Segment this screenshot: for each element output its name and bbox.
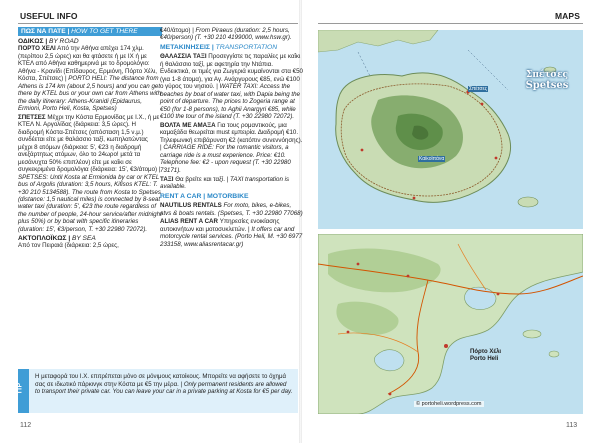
spetses-map-graphic bbox=[318, 30, 583, 229]
porto-heli-label-gr: Πόρτο Χέλι bbox=[470, 349, 502, 355]
taxi-en-name: TAXI bbox=[230, 175, 244, 183]
tip-badge-label: TIP bbox=[16, 382, 24, 395]
alias-name: ALIAS RENT A CAR bbox=[160, 218, 218, 226]
map-label-village: Καϊκοϊπάνα bbox=[419, 156, 445, 162]
spetses-name: ΣΠΕΤΣΕΣ bbox=[18, 114, 46, 122]
porto-heli-map-graphic bbox=[318, 234, 583, 414]
section-title-bar: ΠΩΣ ΝΑ ΠΑΤΕ | HOW TO GET THERE bbox=[18, 27, 162, 36]
alias-en-text: It offers car and motorcycle rental services. (Porto Heli, M. +30 6977 233158, www.aliasrentacar.gr) bbox=[160, 225, 303, 248]
spetses-en-name: SPETSES: bbox=[18, 173, 49, 181]
sea-heading-en: BY SEA bbox=[72, 234, 96, 242]
spetses-map-title-gr: Σπέτσες bbox=[525, 70, 569, 80]
tip-text-gr: Η μεταφορά του Ι.Χ. επιτρέπεται μόνο σε μόνιμους κατοίκους. Μπορείτε να αφήσετε το όχημά σας σε ιδιωτικό πάρκινγκ στην Κόστα με €5 την μέρα. bbox=[35, 373, 286, 388]
porto-heli-map bbox=[318, 234, 583, 414]
text-column-1 bbox=[18, 27, 162, 251]
carriage-paragraph: ΒΟΛΤΑ ΜΕ ΑΜΑΞΑ Για τους ρομαντικούς, μια καμαξάδα θεωρείται must εμπειρία. Διαδρομή €10. Τηλεφωνική επιβάρυνση €2 (κατόπιν συνεννόησης). | CARRIAGE RIDE: For the romantic visitors, a carriage ride is a must experience. Price: €10. Telephone fee: €2 - upon request (T. +30 22980 73171). bbox=[160, 121, 303, 174]
tip-badge bbox=[18, 369, 29, 413]
map-credit: © portoheli.wordpress.com bbox=[416, 401, 482, 407]
tip-text: Η μεταφορά του Ι.Χ. επιτρέπεται μόνο σε μόνιμους κατοίκους. Μπορείτε να αφήσετε το όχημά σας σε ιδιωτικό πάρκινγκ στην Κόστα με €5 την μέρα. | Only permanent residents are allowed to transport their private car. You can leave your car in a private parking at Kosta for €5 per day. bbox=[35, 373, 293, 396]
carriage-name: ΒΟΛΤΑ ΜΕ ΑΜΑΞΑ bbox=[160, 121, 216, 129]
rent-heading-gr: RENT A CAR bbox=[160, 193, 202, 201]
water-taxi-text: Προσεγγίστε τις παραλίες με καΐκι ή θαλάσσιο ταξί, με αφετηρία την Ντάπια. Ενδεικτικά, οι τιμές για Ζωγεριά κυμαίνονται στα €50 (για 1-8 άτομα), για Αγ. Ανάργυρους €85, ενώ €100 ο γύρος του νησιού. bbox=[160, 53, 303, 91]
header-rule-left bbox=[18, 23, 298, 24]
porto-heli-text: Από την Αθήνα απέχει 174 χλμ. (περίπου 2,5 ώρες) και θα φτάσετε ή με ΙΧ ή με ΚΤΕΛ από Αθήνα καθημερινά με το δρομολόγιο: Αθήνα - Κρανίδι (Επίδαυρος, Ερμιόνη, Πόρτο Χέλι, Κόστα, Σπέτσες) bbox=[18, 45, 157, 83]
page-number-right: 113 bbox=[566, 422, 578, 429]
spetses-map bbox=[318, 30, 583, 229]
porto-heli-en-text: The distance from Athens is 174 km (about 2,5 hours) and you can get there by KTEL bus or your own car from Athens with the daily itinerary: Athens-Kranidi (Epidaurus, Ermioni, Porto Heli, Kosta, Spetses) bbox=[18, 75, 162, 113]
taxi-name: ΤΑΞΙ bbox=[160, 175, 174, 183]
nautilus-paragraph bbox=[160, 202, 304, 217]
transport-heading-en: TRANSPORTATION bbox=[215, 44, 278, 52]
carriage-text: Για τους ρομαντικούς, μια καμαξάδα θεωρείται must εμπειρία. Διαδρομή €10. Τηλεφωνική επιβάρυνση €2 (κατόπιν συνεννόησης). bbox=[160, 121, 303, 144]
spetses-paragraph: ΣΠΕΤΣΕΣ Μέχρι την Κόστα Ερμιονίδας με Ι.Χ., ή με ΚΤΕΛ Ν. Αργολίδας (διάρκεια: 3,5 ώρες). Η διαδρομή Κόστα-Σπέτσες (απόσταση 1,5 ν.μ.) συνδέεται είτε με θαλάσσιο ταξί, κωπηλατώντας μέχρι 8 ατόμων (διάρκεια: 5', €23 η διαδρομή ανεξάρτητως ατόμων, όλο το 24ωρο! μετά τα μεσάνυχτα 50% επιπλέον) είτε με καΐκι σε συγκεκριμένα δρομολόγια (διάρκεια: 15', €3/άτομο) | SPETSES: Until Kosta at Ermionida by car or KTEL bus of Argolis (duration: 3,5 hours, Kifisos KTEL: T. +30 210 5134588). The route from Kosta to Spetses (distance: 1,5 nautical miles) is connected by 8-seat water taxi (duration: 5', €23 the route regardless of the number of people, 24-hour service/after midnight plus 50%) or by boat with specific itineraries (duration: 15', €3/person, T. +30 22980 72072). bbox=[18, 114, 162, 233]
water-taxi-paragraph: ΘΑΛΑΣΣΙΑ ΤΑΞΙ Προσεγγίστε τις παραλίες με καΐκι ή θαλάσσιο ταξί, με αφετηρία την Ντάπια. Ενδεικτικά, οι τιμές για Ζωγεριά κυμαίνονται στα €50 (για 1-8 άτομα), για Αγ. Ανάργυρους €85, ενώ €100 ο γύρος του νησιού. | WATER TAXI: Access the beaches by boat of water taxi, with Dapia being the point of departure. The prices to Zogeria range at €50 (for 1-8 persons), to Aghii Anargyri €85, while €100 the tour of the island (T. +30 22980 72072). bbox=[160, 53, 303, 121]
transport-heading: ΜΕΤΑΚΙΝΗΣΕΙΣ | TRANSPORTATION bbox=[160, 44, 278, 52]
taxi-text: Θα βρείτε και ταξί. bbox=[175, 175, 225, 183]
alias-paragraph: ALIAS RENT A CAR Υπηρεσίες ενοικίασης αυτοκινήτων και μοτοσυκλετών. | It offers car and motorcycle rental services. (Porto Heli, M. +30 6977 233158, www.aliasrentacar.gr) bbox=[160, 218, 303, 248]
section-header-left: USEFUL INFO bbox=[20, 11, 78, 21]
header-rule-right bbox=[318, 23, 583, 24]
map-label-spetses-town: Σπέτσες bbox=[469, 86, 488, 92]
section-title-gr: ΠΩΣ ΝΑ ΠΑΤΕ bbox=[21, 28, 66, 35]
porto-heli-label-en: Porto Heli bbox=[470, 356, 499, 362]
page-number-left: 112 bbox=[20, 422, 32, 429]
road-heading: ΟΔΙΚΩΣ | BY ROAD bbox=[18, 38, 79, 45]
nautilus-text: For moto, bikes, e-bikes, atvs & boats rentals. (Spetses, T. +30 22980 77068) bbox=[160, 202, 303, 217]
porto-heli-paragraph: ΠΟΡΤΟ ΧΕΛΙ Από την Αθήνα απέχει 174 χλμ. (περίπου 2,5 ώρες) και θα φτάσετε ή με ΙΧ ή με ΚΤΕΛ από Αθήνα καθημερινά με το δρομολόγιο: Αθήνα - Κρανίδι (Επίδαυρος, Ερμιόνη, Πόρτο Χέλι, Κόστα, Σπέτσες) | PORTO HELI: The distance from Athens is 174 km (about 2,5 hours) and you can get there by KTEL bus or your own car from Athens with the daily itinerary: Athens-Kranidi (Epidaurus, Ermioni, Porto Heli, Kosta, Spetses) bbox=[18, 45, 162, 113]
section-title-en: HOW TO GET THERE bbox=[71, 28, 138, 35]
text-column-2 bbox=[160, 27, 304, 250]
taxi-en-text: transportation is available. bbox=[160, 175, 290, 191]
water-taxi-name: ΘΑΛΑΣΣΙΑ ΤΑΞΙ bbox=[160, 53, 207, 61]
water-taxi-en-text: Access the beaches by boat of water taxi, with Dapia being the point of departure. The prices to Zogeria range at €50 (for 1-8 persons), to Aghii Anargyri €85, while €100 the tour of the island (T. +30 22980 72072). bbox=[160, 83, 300, 121]
sea-heading-gr: ΑΚΤΟΠΛΟΪΚΩΣ bbox=[18, 234, 67, 242]
sea-cont-gr: €40/άτομο) bbox=[160, 27, 191, 34]
carriage-en-name: CARRIAGE RIDE: bbox=[163, 144, 214, 152]
road-heading-en: BY ROAD bbox=[49, 38, 79, 45]
road-heading-gr: ΟΔΙΚΩΣ bbox=[18, 38, 44, 45]
tip-box bbox=[18, 369, 298, 413]
alias-text: Υπηρεσίες ενοικίασης αυτοκινήτων και μοτοσυκλετών. bbox=[160, 218, 280, 233]
sea-cont-en: From Piraeus (duration: 2,5 hours, €40/person) (T. +30 210 4199000, www.hsw.gr). bbox=[160, 27, 292, 42]
spetses-en-text: Until Kosta at Ermionida by car or KTEL bus of Argolis (duration: 3,5 hours, Kifisos KTEL: T. +30 210 5134588). The route from Kosta to Spetses (distance: 1,5 nautical miles) is connected by 8-seat water taxi (duration: 5', €23 the route regardless of the number of people, 24-hour service/after midnight plus 50%) or by boat with specific itineraries (duration: 15', €3/person, T. +30 22980 72072). bbox=[18, 173, 162, 233]
spetses-map-title-en: Spetses bbox=[525, 80, 569, 91]
transport-heading-gr: ΜΕΤΑΚΙΝΗΣΕΙΣ bbox=[160, 44, 210, 52]
rent-heading-en: MOTORBIKE bbox=[207, 193, 249, 201]
section-header-right: MAPS bbox=[555, 11, 580, 21]
taxi-paragraph: ΤΑΞΙ Θα βρείτε και ταξί. | TAXI transportation is available. bbox=[160, 175, 290, 191]
nautilus-name: NAUTILUS RENTALS bbox=[160, 202, 222, 210]
tip-text-en: Only permanent residents are allowed to transport their private car. You can leave your car in a private parking at Kosta for €5 per day. bbox=[35, 380, 293, 396]
water-taxi-en-name: WATER TAXI: bbox=[219, 83, 259, 91]
porto-heli-name: ΠΟΡΤΟ ΧΕΛΙ bbox=[18, 45, 56, 53]
spetses-text: Μέχρι την Κόστα Ερμιονίδας με Ι.Χ., ή με ΚΤΕΛ Ν. Αργολίδας (διάρκεια: 3,5 ώρες). Η διαδρομή Κόστα-Σπέτσες (απόσταση 1,5 ν.μ.) συνδέεται είτε με θαλάσσιο ταξί, κωπηλατώντας μέχρι 8 ατόμων (διάρκεια: 5', €23 η διαδρομή ανεξάρτητως ατόμων, όλο το 24ωρο! μετά τα μεσάνυχτα 50% επιπλέον) είτε με καΐκι σε συγκεκριμένα δρομολόγια (διάρκεια: 15', €3/άτομο) bbox=[18, 114, 160, 174]
sea-text: Από τον Πειραιά (διάρκεια: 2,5 ώρες, bbox=[18, 242, 119, 250]
sea-heading: ΑΚΤΟΠΛΟΪΚΩΣ | BY SEA bbox=[18, 234, 96, 242]
carriage-en-text: For the romantic visitors, a carriage ride is a must experience. Price: €10. Telephone fee: €2 - upon request (T. +30 22980 73171). bbox=[160, 144, 291, 174]
porto-heli-en-name: PORTO HELI: bbox=[68, 75, 108, 83]
rent-heading: RENT A CAR | MOTORBIKE bbox=[160, 193, 249, 201]
sea-continued: €40/άτομο) | From Piraeus (duration: 2,5 hours, €40/person) (T. +30 210 4199000, www.hsw.gr). bbox=[160, 27, 292, 42]
spetses-map-title bbox=[514, 70, 580, 91]
porto-heli-label bbox=[470, 349, 501, 363]
